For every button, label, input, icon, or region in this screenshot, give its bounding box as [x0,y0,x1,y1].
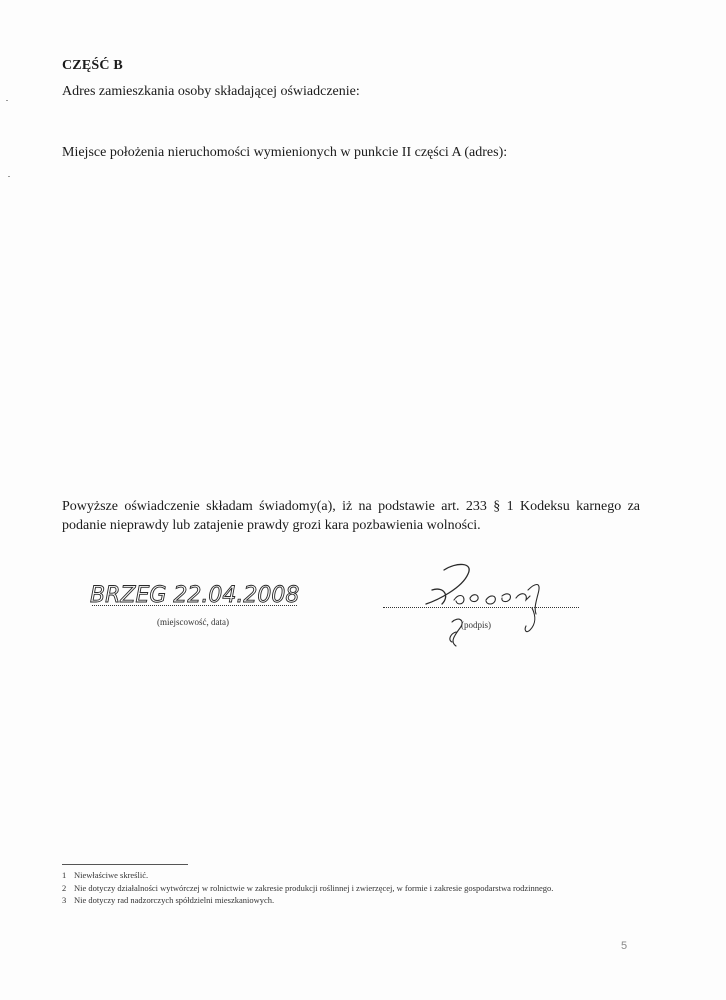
declaration-text: Powyższe oświadczenie składam świadomy(a), iż na podstawie art. 233 § 1 Kodeksu karnego za podanie nieprawdy lub zatajenie prawdy grozi kara pozbawienia wolności. [62,499,640,533]
footnote-text: Niewłaściwe skreślić. [74,870,149,880]
footnote-number: 3 [62,895,67,905]
footnote-number: 1 [62,870,67,880]
signature-caption: (podpis) [461,620,491,630]
scan-speck [8,176,10,177]
footnote-item [62,883,553,893]
footnote-divider [62,864,188,865]
place-date-text: BRZEG 22.04.2008 [90,583,300,608]
footnote-number: 2 [62,883,67,893]
place-date-caption: (miejscowość, data) [157,617,229,627]
address-label: Adres zamieszkania osoby składającej oświadczenie: [62,84,360,99]
signature-line [383,607,579,608]
property-location-label: Miejsce położenia nieruchomości wymienionych w punkcie II części A (adres): [62,145,508,160]
place-date-line [92,605,297,606]
footnote-item [62,895,274,905]
scan-speck [6,100,8,101]
section-heading: CZĘŚĆ B [62,58,123,73]
footnote-text: Nie dotyczy działalności wytwórczej w rolnictwie w zakresie produkcji roślinnej i zwierzęcej, w formie i zakresie gospodarstwa rodzinnego. [74,883,554,893]
signature-scribble [404,560,584,652]
page-number: 5 [621,940,628,952]
footnote-item [62,870,148,880]
footnote-text: Nie dotyczy rad nadzorczych spółdzielni mieszkaniowych. [74,895,275,905]
